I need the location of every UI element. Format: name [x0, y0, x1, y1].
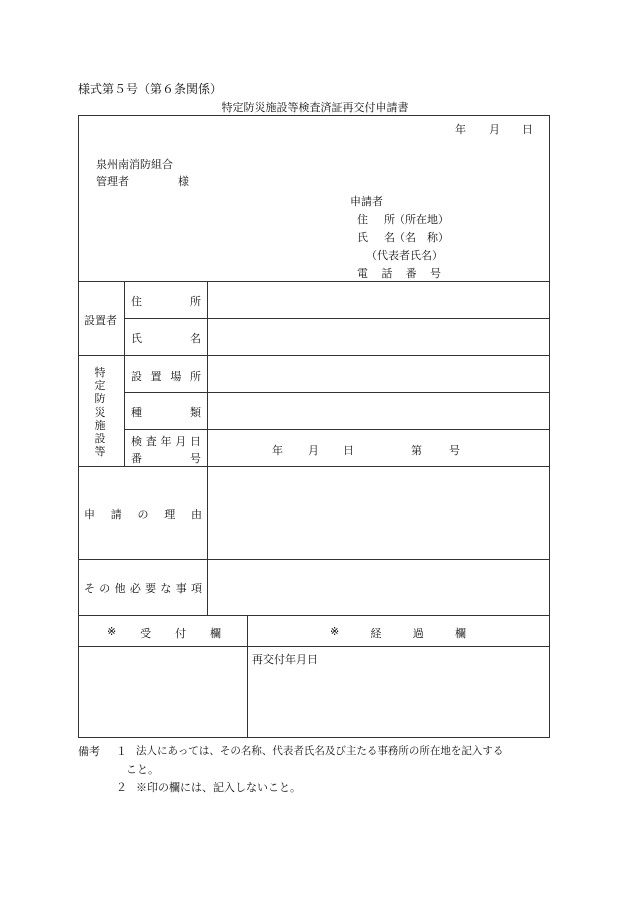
notes-label: 備考 — [78, 745, 100, 758]
applicant-phone-label: 電 話 番 号 — [357, 267, 441, 280]
addressee-manager: 管理者 — [96, 175, 129, 188]
facility-inspection-date-label: 検 査 年 月 日 — [131, 435, 201, 448]
divider-office-header — [78, 646, 550, 647]
divider-facility — [78, 466, 550, 467]
installer-label: 設置者 — [84, 314, 117, 327]
addressee-honorific: 様 — [178, 175, 189, 188]
addressee-org: 泉州南消防組合 — [96, 158, 173, 171]
col-divider-label — [124, 281, 125, 466]
col-divider-office — [247, 615, 248, 738]
form-title: 特定防災施設等検査済証再交付申請書 — [221, 101, 409, 114]
other-matters-label: そ の 他 必 要 な 事 項 — [84, 582, 202, 595]
divider-reason — [78, 559, 550, 560]
note-1-text: 法人にあっては、その名称、代表者氏名及び主たる事務所の所在地を記入する — [136, 745, 504, 757]
divider-type-row — [124, 429, 550, 430]
inspection-year-label: 年 — [272, 444, 283, 457]
form-table — [78, 115, 550, 738]
progress-column-header: ※ 経 過 欄 — [330, 625, 466, 640]
inspection-no-prefix: 第 — [411, 444, 422, 457]
col-divider-value — [207, 281, 208, 615]
divider-other — [78, 615, 550, 616]
facility-location-label: 設 置 場 所 — [131, 370, 201, 383]
divider-installer — [78, 355, 550, 356]
reissue-date-label: 再交付年月日 — [252, 653, 318, 666]
date-year-label: 年 — [455, 123, 466, 136]
facility-number-label: 番 号 — [131, 452, 201, 465]
date-day-label: 日 — [522, 123, 533, 136]
note-2-text: ※印の欄には、記入しないこと。 — [136, 781, 301, 794]
applicant-label: 申請者 — [350, 195, 383, 208]
reason-label: 申 請 の 理 由 — [84, 508, 202, 521]
inspection-no-suffix: 号 — [449, 444, 460, 457]
facility-type-label: 種 類 — [131, 406, 201, 419]
note-1-number: １ — [116, 745, 127, 758]
applicant-representative: （代表者氏名） — [366, 249, 443, 262]
applicant-address-label: 住 所 — [357, 213, 395, 226]
note-2-number: ２ — [116, 781, 127, 794]
note-1-text-cont: こと。 — [126, 763, 159, 776]
inspection-day-label: 日 — [343, 444, 354, 457]
applicant-address-note: （所在地） — [394, 213, 449, 226]
installer-name-label: 氏 名 — [131, 332, 201, 345]
form-number: 様式第５号（第６条関係） — [78, 82, 223, 96]
divider-installer-row — [124, 318, 550, 319]
reception-column-header: ※ 受 付 欄 — [107, 625, 221, 640]
date-month-label: 月 — [489, 123, 500, 136]
facility-label: 特 定 防 災 施 設 等 — [94, 366, 106, 459]
divider-location-row — [124, 392, 550, 393]
applicant-name-note: （名 称） — [394, 231, 449, 244]
divider-applicant — [78, 281, 550, 282]
installer-address-label: 住 所 — [131, 295, 201, 308]
inspection-month-label: 月 — [308, 444, 319, 457]
applicant-name-label: 氏 名 — [357, 231, 395, 244]
